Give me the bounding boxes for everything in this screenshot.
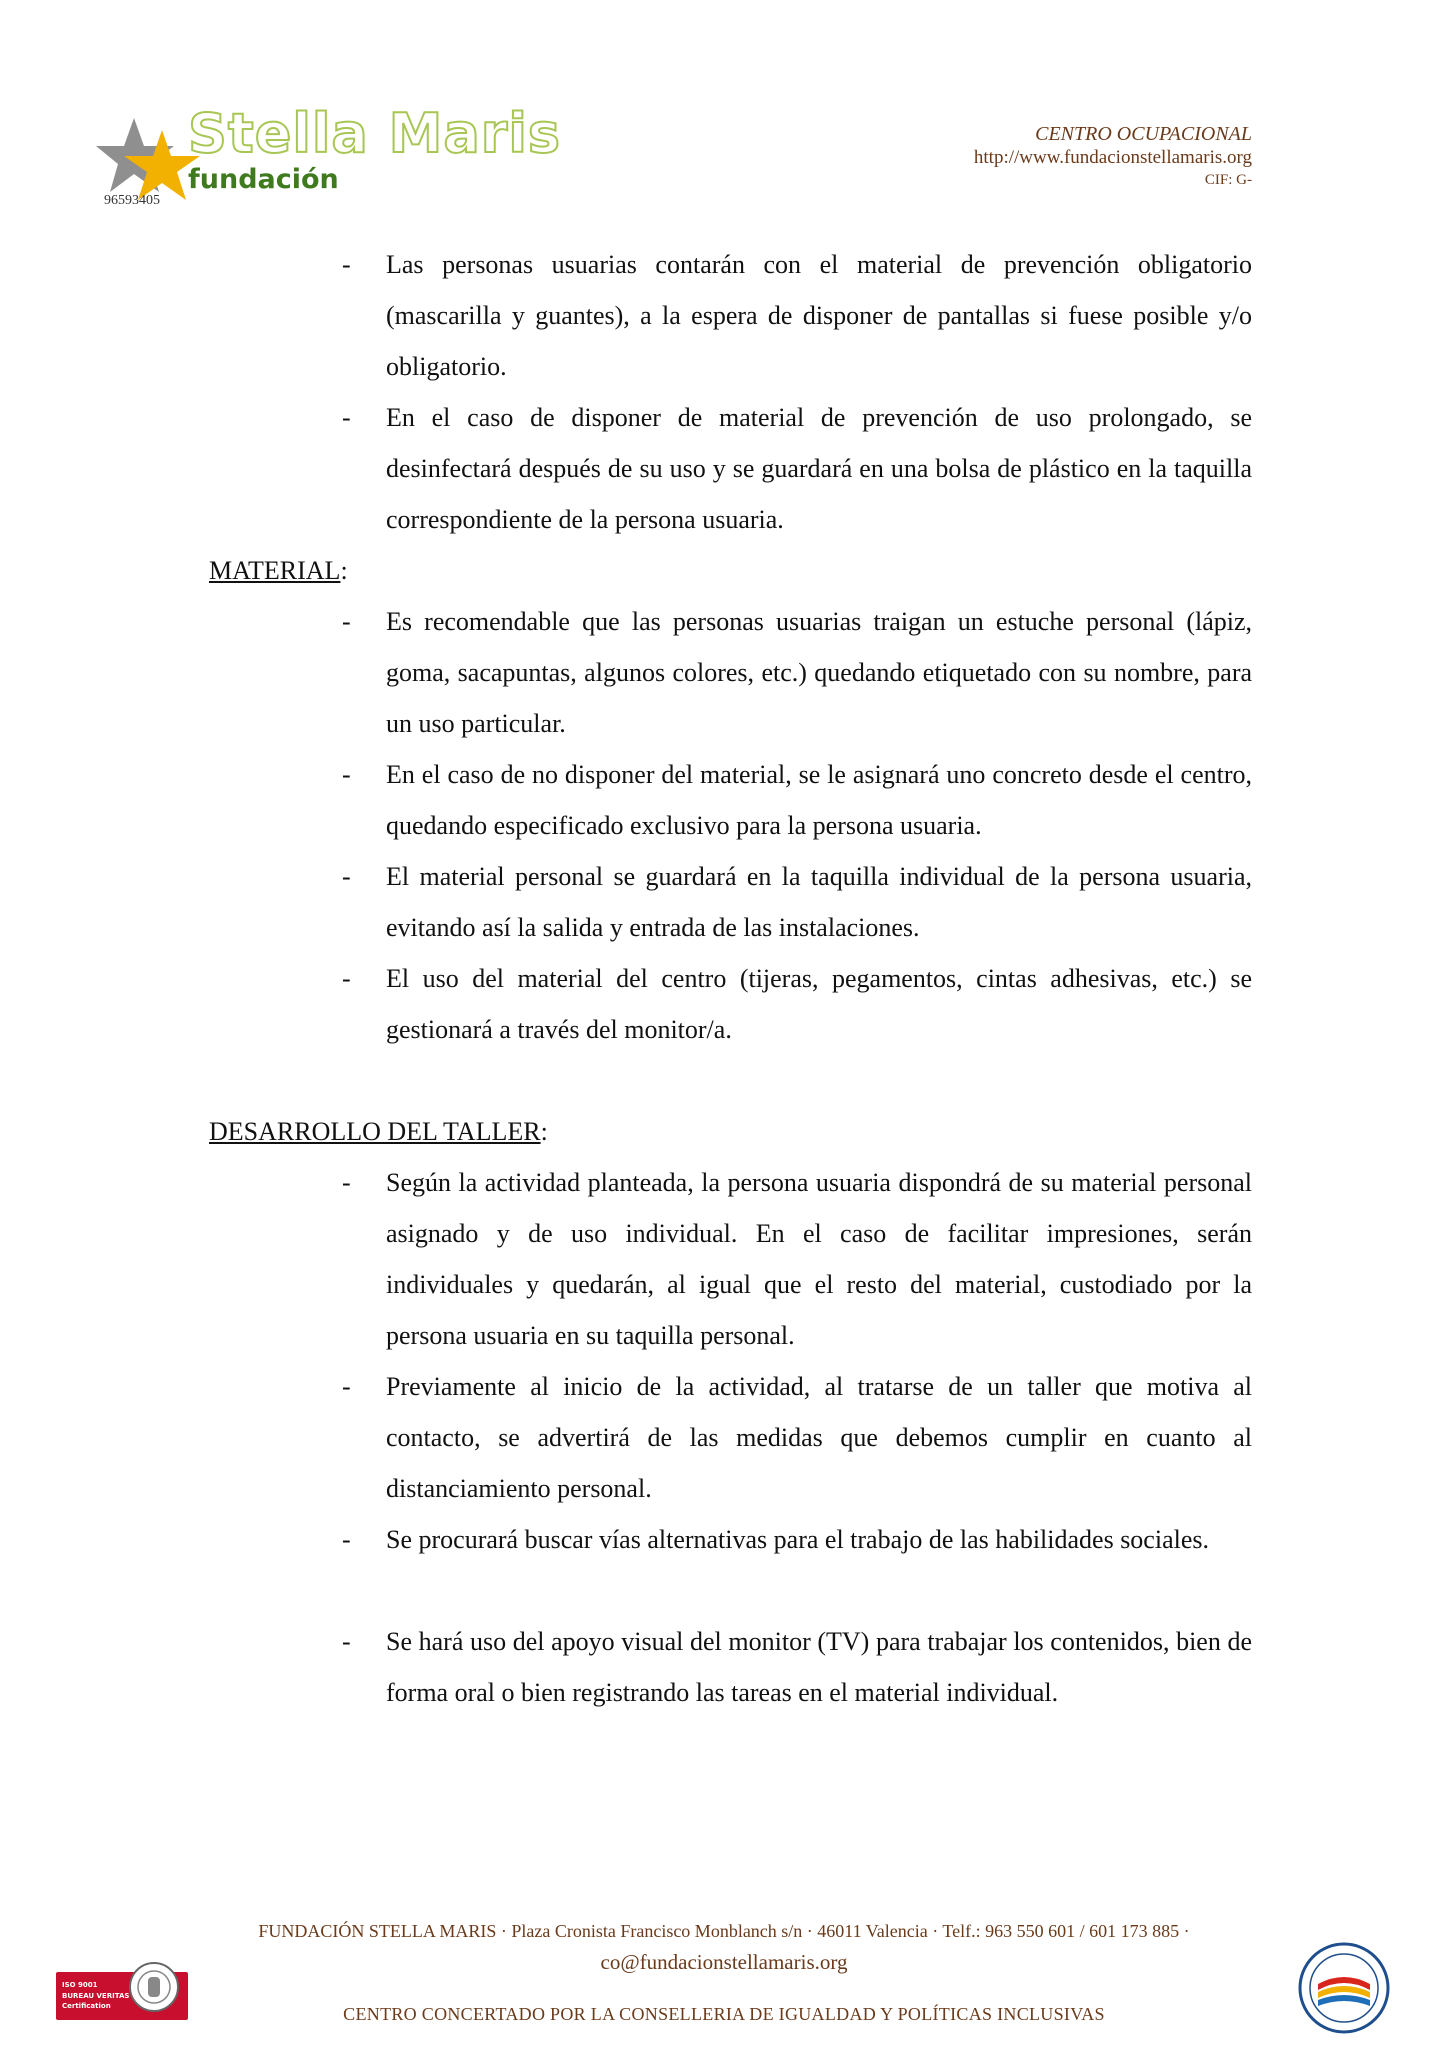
list-item: - Se procurará buscar vías alternativas para el trabajo de las habilidades sociales. — [342, 1525, 1209, 1554]
header-url[interactable]: http://www.fundacionstellamaris.org — [973, 147, 1252, 168]
list-item: - Previamente al inicio de la actividad, al tratarse de un taller que motiva al contacto, se advertirá de las medidas que debemos cumplir en cuanto al distanciamiento personal. — [342, 1372, 1252, 1503]
list-item: - En el caso de no disponer del material, se le asignará uno concreto desde el centro, quedando especificado exclusivo para la persona usuaria. — [342, 760, 1253, 840]
list-item: - Las personas usuarias contarán con el material de prevención obligatorio (mascarilla y guantes), a la espera de disponer de pantallas si fuese posible y/o obligatorio. — [342, 250, 1252, 381]
footer-concert: CENTRO CONCERTADO POR LA CONSELLERIA DE IGUALDAD Y POLÍTICAS INCLUSIVAS — [343, 2004, 1105, 2024]
section-title-taller: DESARROLLO DEL TALLER: — [209, 1117, 548, 1146]
list-item: - El uso del material del centro (tijeras, pegamentos, cintas adhesivas, etc.) se gestionará a través del monitor/a. — [342, 964, 1253, 1044]
bureau-veritas-seal-icon — [128, 1961, 180, 2013]
section-title-material: MATERIAL: — [209, 556, 348, 585]
stella-maris-logo — [96, 102, 562, 215]
header-cif: CIF: G- — [1204, 172, 1252, 188]
logo-title: Stella Maris — [188, 102, 562, 165]
list-item: - Se hará uso del apoyo visual del monitor (TV) para trabajar los contenidos, bien de forma oral o bien registrando las tareas en el material individual. — [342, 1627, 1252, 1707]
list-item: - En el caso de disponer de material de prevención de uso prolongado, se desinfectará después de su uso y se guardará en una bolsa de plástico en la taquilla correspondiente de la persona usuaria. — [342, 403, 1253, 534]
footer-email[interactable]: co@fundacionstellamaris.org — [600, 1950, 848, 1974]
list-item: - Según la actividad planteada, la persona usuaria dispondrá de su material personal asignado y de uso individual. En el caso de facilitar impresiones, serán individuales y quedarán, al igual que el resto del material, custodiado por la persona usuaria en su taquilla personal. — [342, 1168, 1253, 1350]
header-info — [974, 123, 1252, 192]
list-item: - Es recomendable que las personas usuarias traigan un estuche personal (lápiz, goma, sacapuntas, algunos colores, etc.) quedando etiquetado con su nombre, para un uso particular. — [342, 607, 1253, 738]
header-org: CENTRO OCUPACIONAL — [1035, 123, 1252, 145]
footer-address: FUNDACIÓN STELLA MARIS · Plaza Cronista Francisco Monblanch s/n · 46011 Valencia · Telf.: 963 550 601 / 601 173 885 · — [258, 1921, 1190, 1941]
logo-subtitle: fundación — [188, 164, 339, 195]
list-item: - El material personal se guardará en la taquilla individual de la persona usuaria, evitando así la salida y entrada de las instalaciones. — [342, 862, 1253, 942]
header-phone: 96593405 — [104, 193, 160, 208]
equality-seal-icon — [1296, 1940, 1392, 2036]
iso-certification-badge: ISO 9001 BUREAU VERITAS Certification — [56, 1972, 188, 2020]
